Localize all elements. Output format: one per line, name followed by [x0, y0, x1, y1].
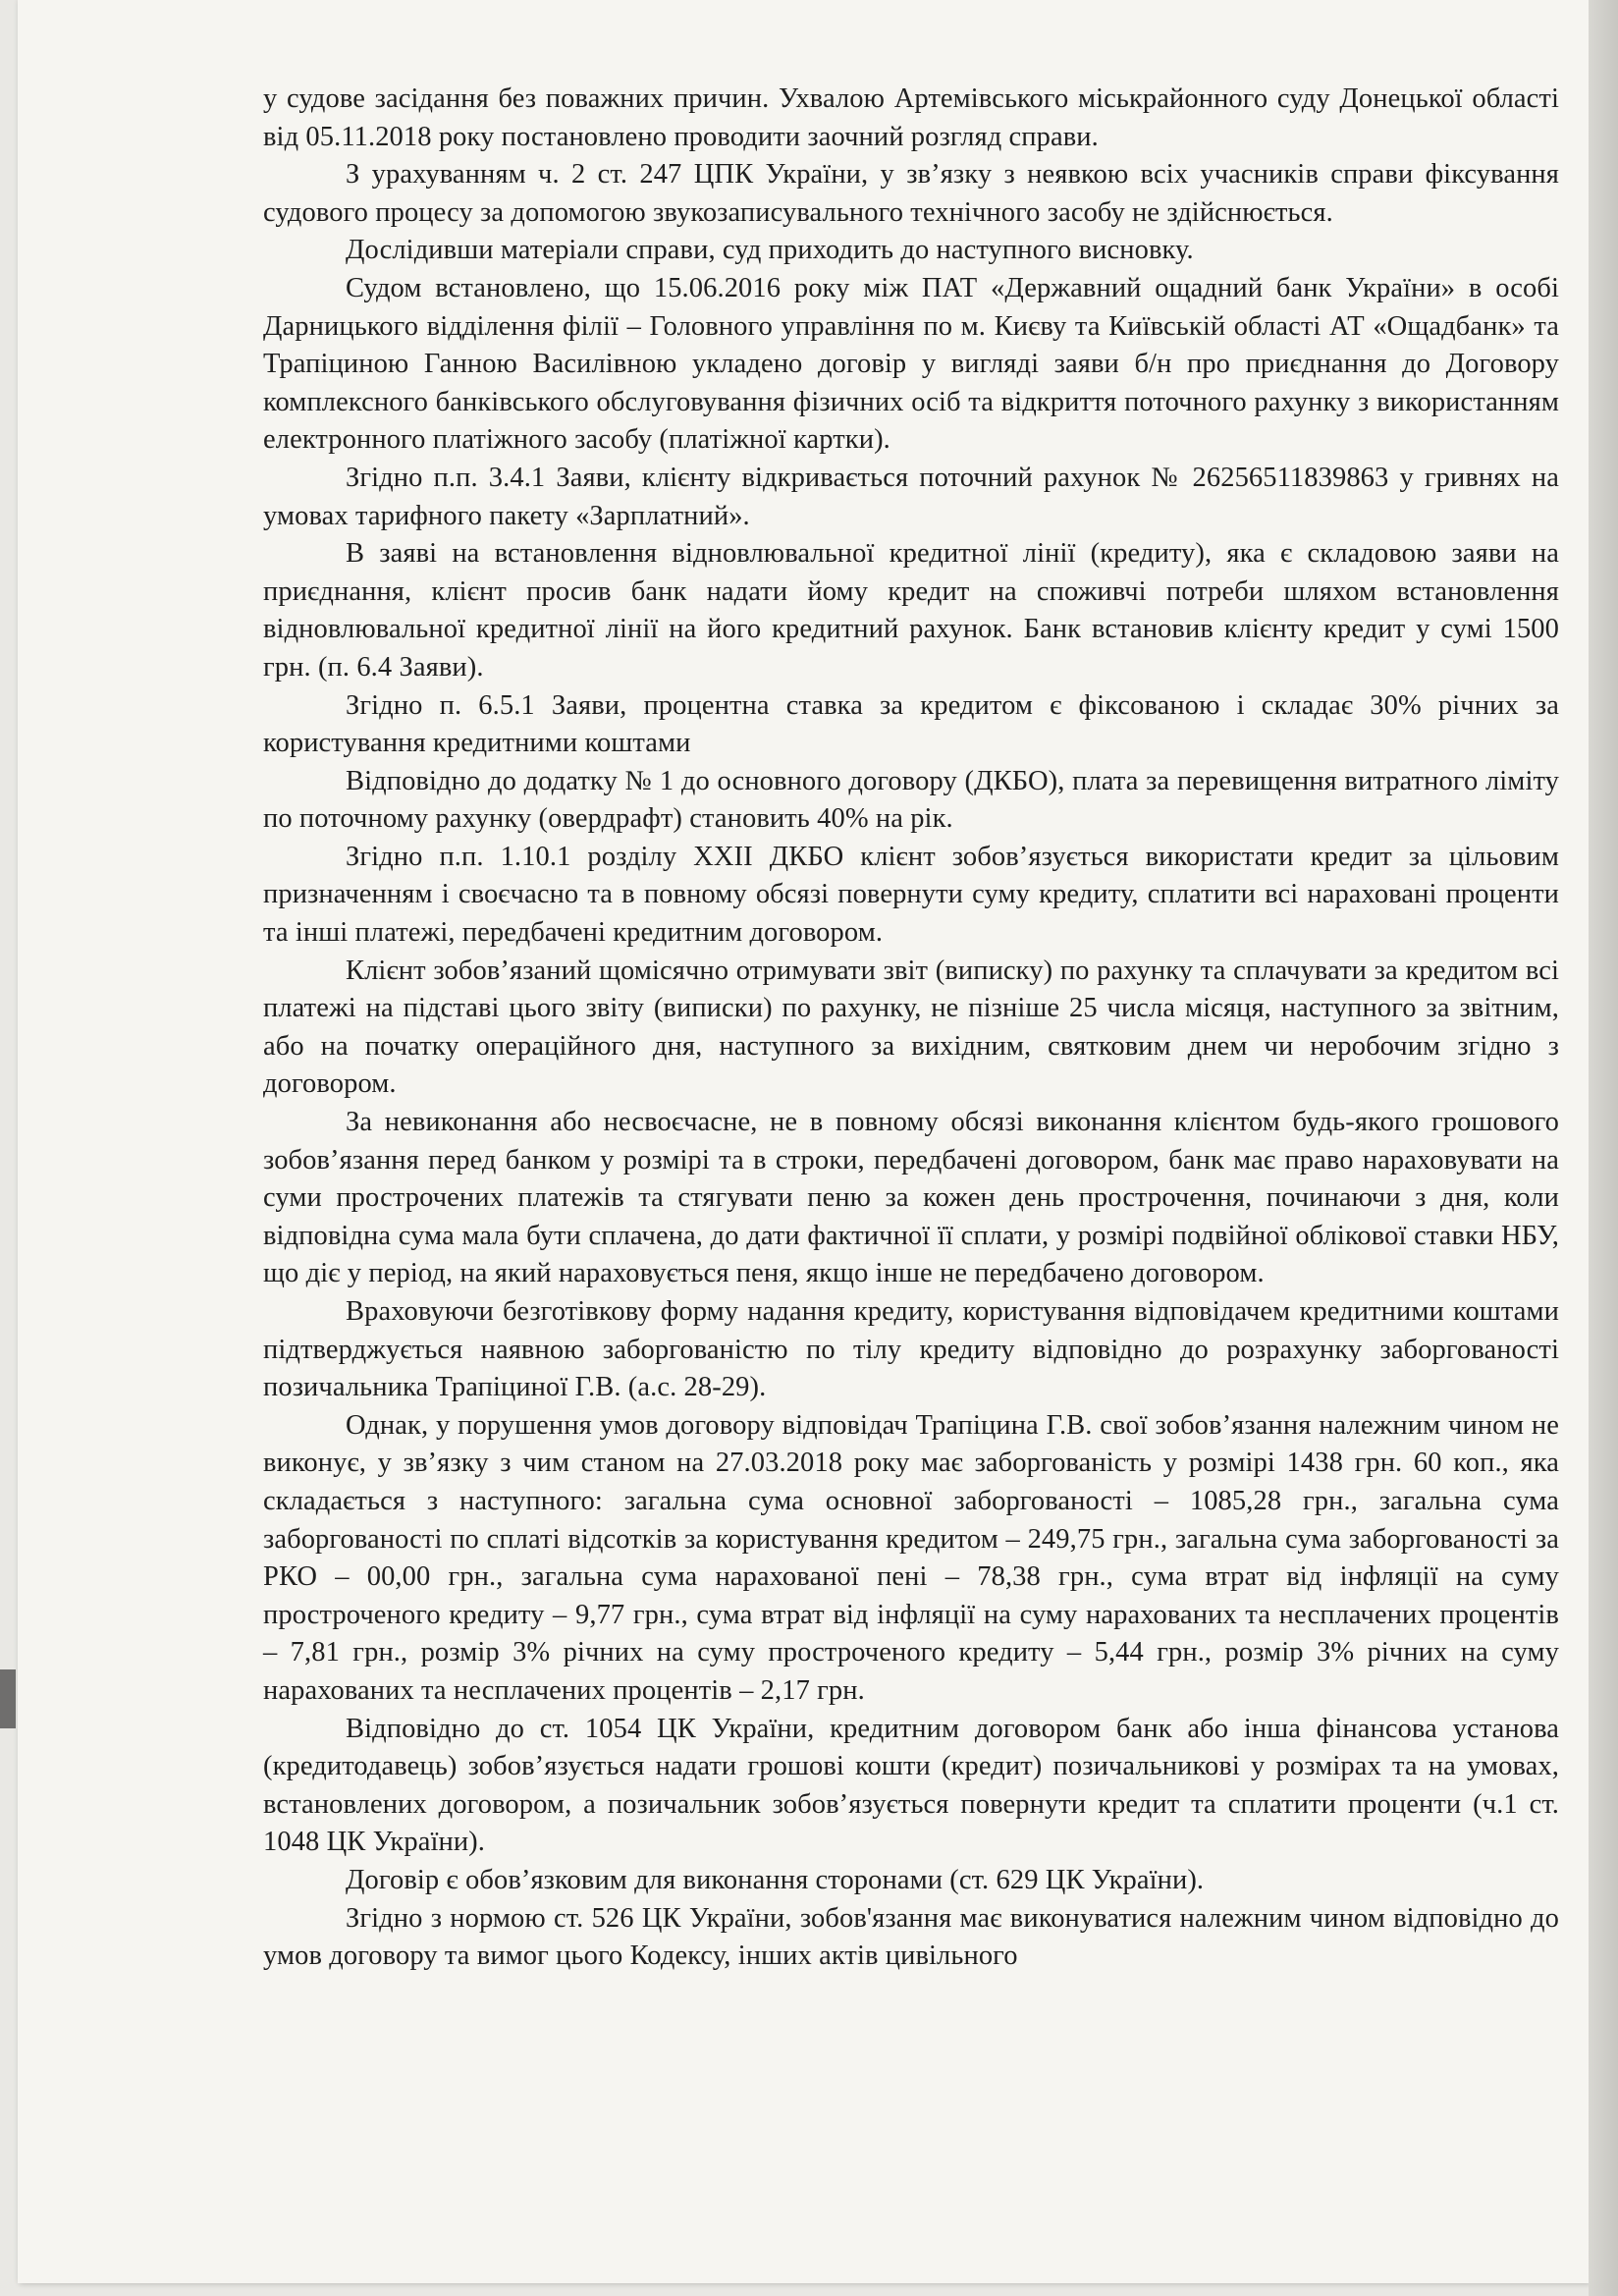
paragraph: Дослідивши матеріали справи, суд приходить до наступного висновку. — [346, 235, 1194, 266]
document-body — [263, 81, 1559, 1976]
paragraph: Відповідно до додатку № 1 до основного договору (ДКБО), плата за перевищення витратного ліміту по поточному рахунку (овердрафт) становить 40% на рік. — [263, 765, 1559, 835]
paragraph: Враховуючи безготівкову форму надання кредиту, користування відповідачем кредитними коштами підтверджується наявною заборгованістю по тілу кредиту відповідно до розрахунку заборгованості позичальника Трапіциної Г.В. (а.с. 28-29). — [263, 1296, 1559, 1403]
paragraph: В заяві на встановлення відновлювальної кредитної лінії (кредиту), яка є складовою заяви на приєднання, клієнт просив банк надати йому кредит на споживчі потреби шляхом встановлення відновлювальної кредитної лінії на його кредитний рахунок. Банк встановив клієнту кредит у сумі 1500 грн. (п. 6.4 Заяви). — [263, 538, 1559, 683]
paragraph: Клієнт зобов’язаний щомісячно отримувати звіт (виписку) по рахунку та сплачувати за кредитом всі платежі на підставі цього звіту (виписки) по рахунку, не пізніше 25 числа місяця, наступного за звітним, або на початку операційного дня, наступного за вихідним, святковим днем чи неробочим згідно з договором. — [263, 955, 1559, 1100]
paragraph: у судове засідання без поважних причин. Ухвалою Артемівського міськрайонного суду Донецької області від 05.11.2018 року постановлено проводити заочний розгляд справи. — [263, 83, 1559, 152]
paragraph: Судом встановлено, що 15.06.2016 року між ПАТ «Державний ощадний банк України» в особі Дарницького відділення філії – Головного управління по м. Києву та Київській області АТ «Ощадбанк» та Трапіциною Ганною Василівною укладено договір у вигляді заяви б/н про приєднання до Договору комплексного банківського обслуговування фізичних осіб та відкриття поточного рахунку з використанням електронного платіжного засобу (платіжної картки). — [263, 272, 1559, 456]
paragraph: Відповідно до ст. 1054 ЦК України, кредитним договором банк або інша фінансова установа (кредитодавець) зобов’язується надати грошові кошти (кредит) позичальникові у розмірах та на умовах, встановлених договором, а позичальник зобов’язується повернути кредит та сплатити проценти (ч.1 ст. 1048 ЦК України). — [263, 1713, 1559, 1858]
paragraph: Однак, у порушення умов договору відповідач Трапіцина Г.В. свої зобов’язання належним чином не виконує, у зв’язку з чим станом на 27.03.2018 року має заборгованість у розмірі 1438 грн. 60 коп., яка складається з наступного: загальна сума основної заборгованості – 1085,28 грн., загальна сума заборгованості по сплаті відсотків за користування кредитом – 249,75 грн., загальна сума заборгованості за РКО – 00,00 грн., загальна сума нарахованої пені – 78,38 грн., сума втрат від інфляції на суму простроченого кредиту – 9,77 грн., сума втрат від інфляції на суму нарахованих та несплачених процентів – 7,81 грн., розмір 3% річних на суму простроченого кредиту – 5,44 грн., розмір 3% річних на суму нарахованих та несплачених процентів – 2,17 грн. — [263, 1409, 1559, 1706]
document-page — [18, 0, 1589, 2283]
paragraph: Договір є обов’язковим для виконання сторонами (ст. 629 ЦК України). — [346, 1864, 1205, 1895]
paragraph: З урахуванням ч. 2 ст. 247 ЦПК України, у зв’язку з неявкою всіх учасників справи фіксування судового процесу за допомогою звукозаписувального технічного засобу не здійснюється. — [263, 159, 1559, 228]
paragraph: Згідно п. 6.5.1 Заяви, процентна ставка за кредитом є фіксованою і складає 30% річних за користування кредитними коштами — [263, 689, 1559, 759]
paragraph: Згідно п.п. 1.10.1 розділу XXII ДКБО клієнт зобов’язується використати кредит за цільовим призначенням і своєчасно та в повному обсязі повернути суму кредиту, сплатити всі нараховані проценти та інші платежі, передбачені кредитним договором. — [263, 841, 1559, 949]
paragraph: Згідно з нормою ст. 526 ЦК України, зобов'язання має виконуватися належним чином відповідно до умов договору та вимог цього Кодексу, інших актів цивільного — [263, 1902, 1559, 1972]
page-edge-shadow — [1589, 0, 1618, 2296]
scan-binding-mark — [0, 1669, 16, 1728]
paragraph: Згідно п.п. 3.4.1 Заяви, клієнту відкривається поточний рахунок № 26256511839863 у гривнях на умовах тарифного пакету «Зарплатний». — [263, 462, 1559, 531]
paragraph: За невиконання або несвоєчасне, не в повному обсязі виконання клієнтом будь-якого грошового зобов’язання перед банком у розмірі та в строки, передбачені договором, банк має право нараховувати на суми прострочених платежів та стягувати пеню за кожен день прострочення, починаючи з дня, коли відповідна сума мала бути сплачена, до дати фактичної її сплати, у розмірі подвійної облікової ставки НБУ, що діє у період, на який нараховується пеня, якщо інше не передбачено договором. — [263, 1107, 1559, 1289]
